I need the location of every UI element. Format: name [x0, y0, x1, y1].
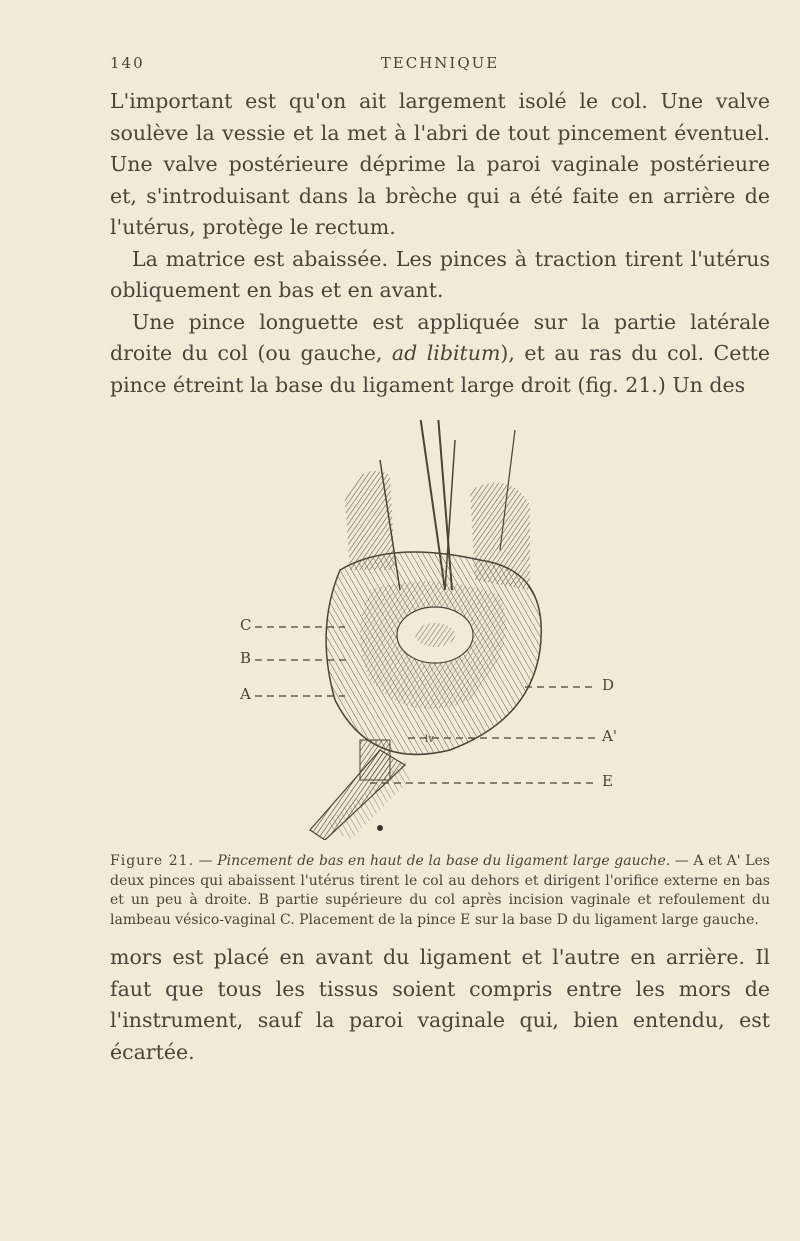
paragraph-3-part-2: ), et au ras du col. Cette pince étreint la base du ligament large droit (fig. 21.) Un des — [110, 341, 770, 397]
paragraph-2: La matrice est abaissée. Les pinces à traction tirent l'utérus obliquement en bas et en avant. — [110, 246, 770, 302]
body-text-top — [110, 86, 770, 401]
figure-caption — [110, 852, 770, 930]
figure-21-illustration — [230, 420, 630, 840]
running-head: TECHNIQUE — [380, 54, 500, 72]
anatomical-engraving — [230, 420, 630, 840]
caption-figure-label: Figure 21. — [110, 853, 195, 869]
figure-label-d: D — [602, 676, 615, 694]
figure-label-a-prime: A' — [602, 727, 617, 745]
paragraph-3-part-1: Une pince longuette est appliquée sur la partie latérale droite du col (ou gauche, — [110, 309, 770, 365]
figure-label-e: E — [602, 772, 613, 790]
figure-label-c: C — [240, 616, 252, 634]
figure-label-b: B — [240, 649, 252, 667]
body-text-bottom — [110, 942, 770, 1068]
caption-text: — A et A' Les deux pinces qui abaissent l'utérus tirent le col au dehors et dirigent l'orifice externe en bas et un peu à droite. B partie supérieure du col après incision vaginale et refoulement du lambeau vésico-vaginal C. Placement de la pince E sur la base D du ligament large gauche. — [110, 853, 770, 928]
page-header — [110, 54, 770, 80]
engraving-signature: lv — [425, 734, 434, 745]
paragraph-1: L'important est qu'on ait largement isolé le col. Une valve soulève la vessie et la met à l'abri de tout pincement éventuel. Une valve postérieure déprime la paroi vaginale postérieure et, s'introduisant dans la brèche qui a été faite en arrière de l'utérus, protège le rectum. — [110, 89, 770, 239]
paragraph-3-italic: ad libitum — [391, 341, 501, 365]
caption-dash: — — [194, 853, 218, 869]
figure-label-a: A — [240, 685, 251, 703]
caption-title: Pincement de bas en haut de la base du ligament large gauche. — [217, 853, 671, 869]
paragraph-3 — [110, 307, 770, 402]
page-number: 140 — [110, 54, 145, 72]
paragraph-4: mors est placé en avant du ligament et l'autre en arrière. Il faut que tous les tissus soient compris entre les mors de l'instrument, sauf la paroi vaginale qui, bien entendu, est écartée. — [110, 945, 770, 1064]
